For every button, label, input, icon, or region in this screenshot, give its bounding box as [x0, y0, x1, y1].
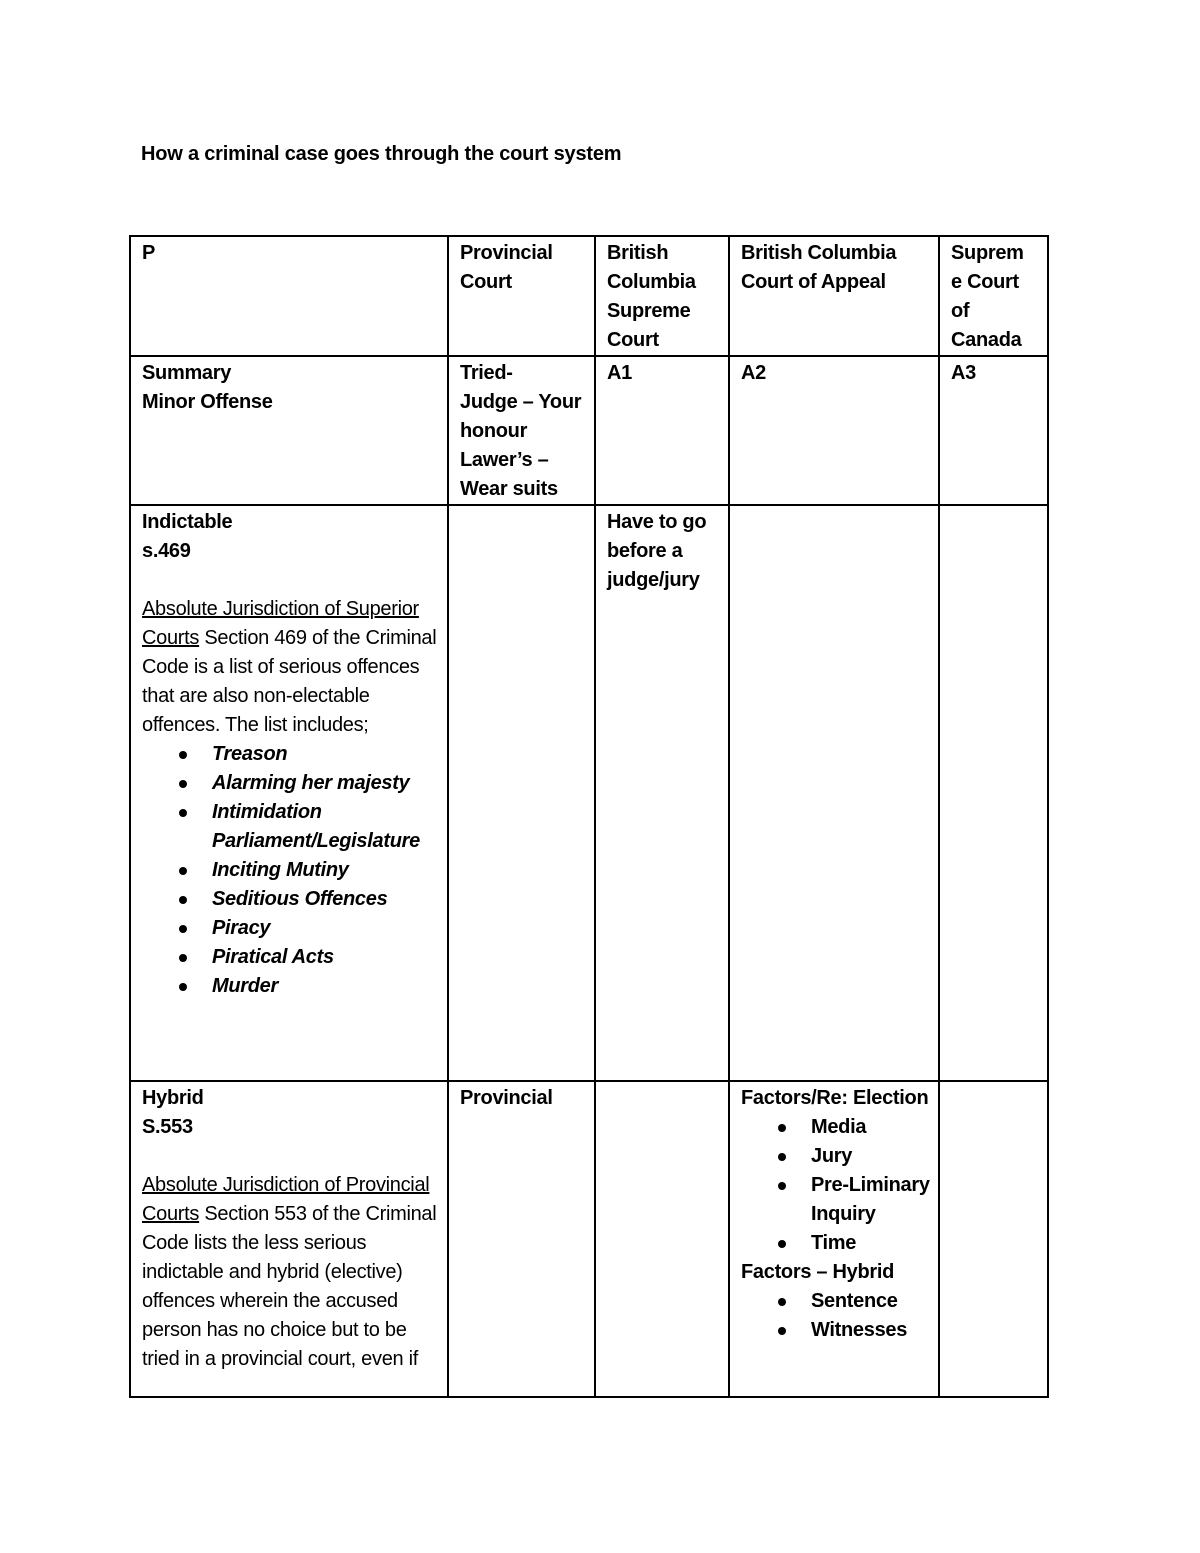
hybrid-type-cell	[130, 1081, 448, 1397]
spacer	[142, 566, 439, 595]
header-cell-supreme-court-of-canada	[939, 236, 1048, 356]
spacer	[142, 1142, 439, 1171]
hybrid-description	[142, 1171, 439, 1374]
factor-item: Witnesses	[811, 1316, 930, 1345]
hybrid-provincial-cell	[448, 1081, 595, 1397]
indictable-row	[130, 505, 1048, 1081]
offence-item: Seditious Offences	[212, 885, 439, 914]
summary-type-label: Summary	[142, 362, 232, 384]
hybrid-factors-heading: Factors – Hybrid	[741, 1261, 895, 1283]
hybrid-bc-supreme-cell	[595, 1081, 729, 1397]
summary-scc-cell	[939, 356, 1048, 505]
factor-item: Jury	[811, 1142, 930, 1171]
summary-row	[130, 356, 1048, 505]
hybrid-factors-list	[741, 1287, 930, 1345]
hybrid-scc-cell	[939, 1081, 1048, 1397]
factor-item: Media	[811, 1113, 930, 1142]
hybrid-row	[130, 1081, 1048, 1397]
court-system-table	[129, 235, 1049, 1398]
offence-item: Piratical Acts	[212, 943, 439, 972]
header-scc-line: Canada	[951, 329, 1022, 351]
header-p-label: P	[142, 242, 156, 264]
offence-item: Inciting Mutiny	[212, 856, 439, 885]
summary-provincial-line: Wear suits	[460, 478, 558, 500]
factor-item: Sentence	[811, 1287, 930, 1316]
summary-scc-value: A3	[951, 362, 976, 384]
offence-list	[142, 740, 439, 1001]
indictable-description	[142, 595, 439, 740]
indictable-bc-supreme-note: Have to go before a judge/jury	[607, 511, 707, 591]
summary-type-cell	[130, 356, 448, 505]
section-553-text: Section 553 of the Criminal Code lists the less serious indictable and hybrid (elective) offences wherein the accused person has no choice but to be tried in a provincial court, even if	[142, 1203, 437, 1370]
summary-bc-appeal-value: A2	[741, 362, 766, 384]
indictable-bc-supreme-cell	[595, 505, 729, 1081]
header-row	[130, 236, 1048, 356]
offence-item: Murder	[212, 972, 439, 1001]
header-bc-court-of-appeal-label: British Columbia Court of Appeal	[741, 242, 897, 293]
indictable-bc-appeal-cell	[729, 505, 939, 1081]
offence-item: Treason	[212, 740, 439, 769]
header-scc-line: of	[951, 300, 970, 322]
header-scc-line: Suprem	[951, 242, 1024, 264]
provincial-courts-heading: Absolute Jurisdiction of Provincial Courts	[142, 1174, 430, 1225]
indictable-type-label: Indictable	[142, 511, 233, 533]
hybrid-bc-appeal-cell	[729, 1081, 939, 1397]
summary-bc-supreme-value: A1	[607, 362, 632, 384]
summary-provincial-line: honour	[460, 420, 528, 442]
summary-provincial-line: Lawer’s –	[460, 449, 549, 471]
header-provincial-court-label: Provincial Court	[460, 242, 553, 293]
hybrid-provincial-value: Provincial	[460, 1087, 553, 1109]
factor-item: Pre-Liminary Inquiry	[811, 1171, 930, 1229]
summary-bc-supreme-cell	[595, 356, 729, 505]
page-title: How a criminal case goes through the court system	[141, 143, 622, 165]
superior-courts-heading: Absolute Jurisdiction of Superior Courts	[142, 598, 419, 649]
factor-item: Time	[811, 1229, 930, 1258]
indictable-type-cell	[130, 505, 448, 1081]
hybrid-type-label: Hybrid	[142, 1087, 204, 1109]
summary-provincial-line: Tried-	[460, 362, 513, 384]
header-cell-bc-court-of-appeal	[729, 236, 939, 356]
election-factors-heading: Factors/Re: Election	[741, 1087, 929, 1109]
header-cell-p	[130, 236, 448, 356]
offence-item: Alarming her majesty	[212, 769, 439, 798]
election-factors-list	[741, 1113, 930, 1258]
offence-item: Piracy	[212, 914, 439, 943]
indictable-provincial-cell	[448, 505, 595, 1081]
header-bc-supreme-court-label: British Columbia Supreme Court	[607, 242, 696, 351]
summary-provincial-line: Judge – Your	[460, 391, 582, 413]
offence-item: Intimidation Parliament/Legislature	[212, 798, 439, 856]
section-469-text: Section 469 of the Criminal Code is a list of serious offences that are also non-electable offences. The list includes;	[142, 627, 437, 736]
hybrid-section-label: S.553	[142, 1116, 193, 1138]
summary-bc-appeal-cell	[729, 356, 939, 505]
indictable-scc-cell	[939, 505, 1048, 1081]
indictable-section-label: s.469	[142, 540, 191, 562]
summary-subtype-label: Minor Offense	[142, 391, 273, 413]
header-scc-line: e Court	[951, 271, 1019, 293]
header-cell-bc-supreme-court	[595, 236, 729, 356]
header-cell-provincial-court	[448, 236, 595, 356]
summary-provincial-cell	[448, 356, 595, 505]
